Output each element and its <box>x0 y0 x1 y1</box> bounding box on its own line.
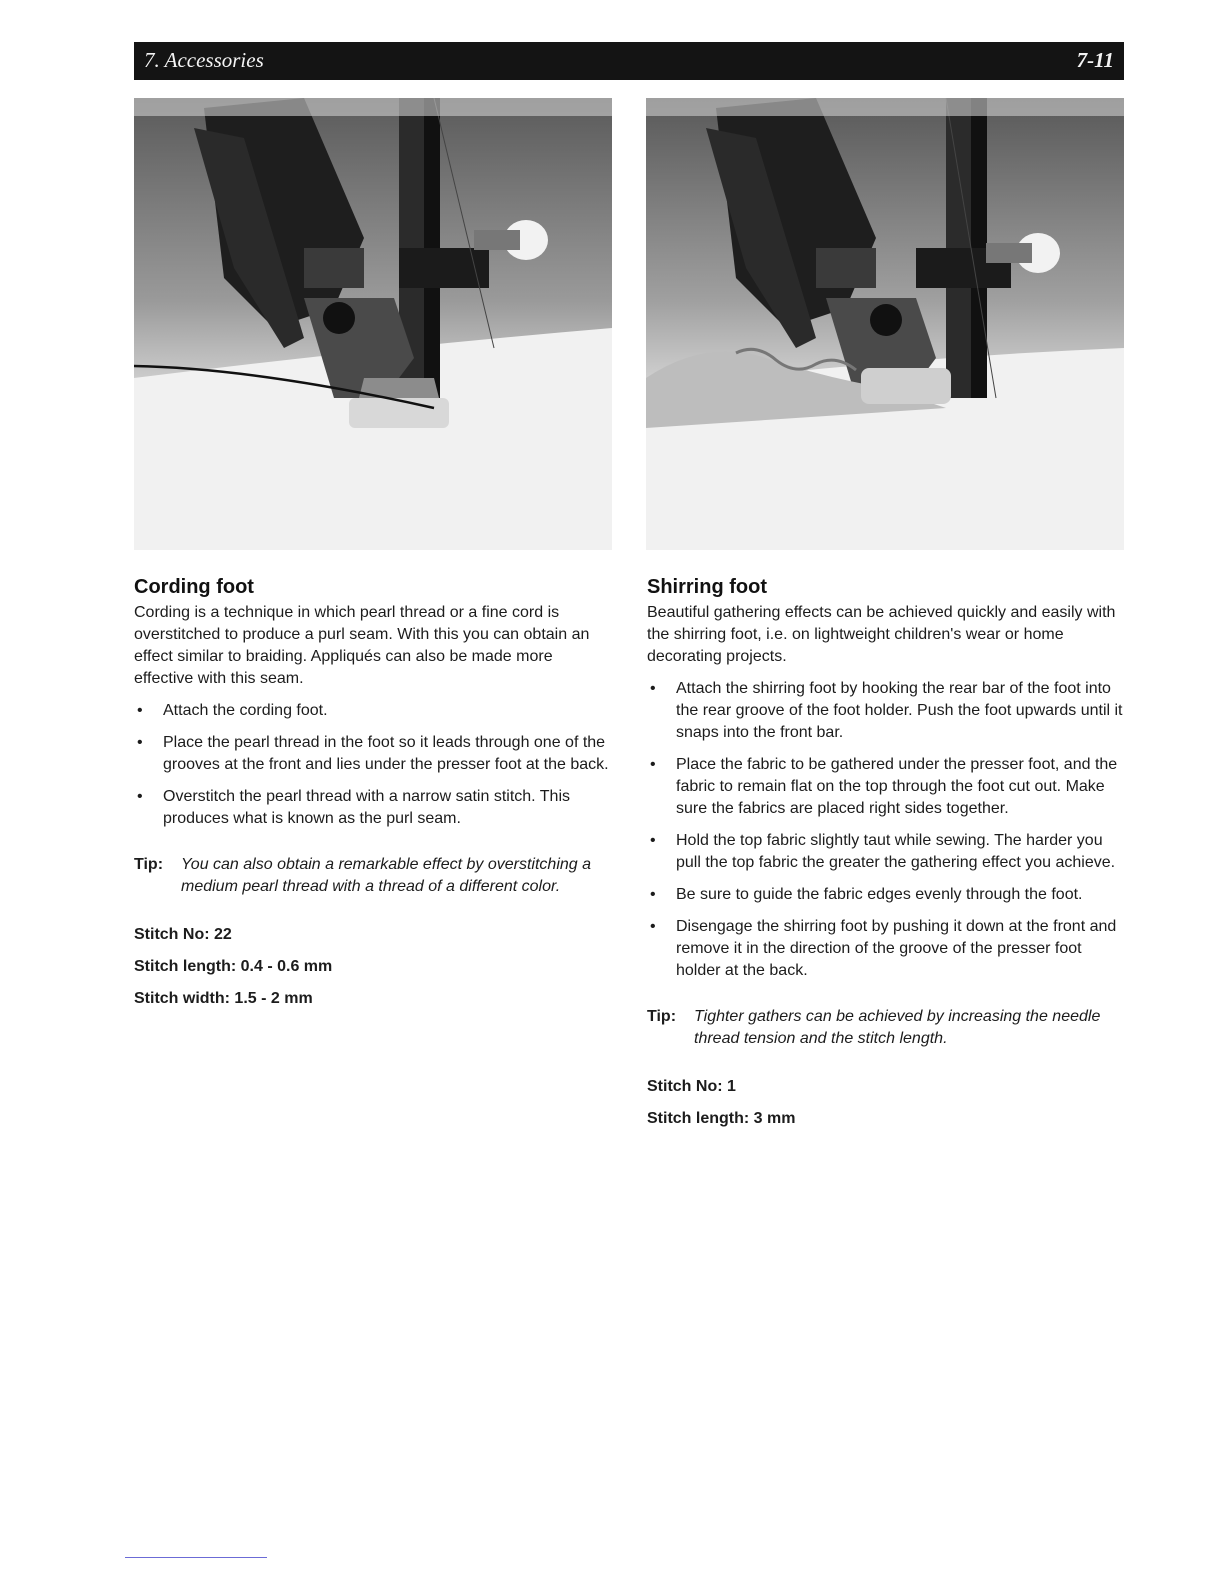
tip-label: Tip: <box>647 1008 677 1025</box>
bullet-dot: • <box>650 680 656 697</box>
cording-foot-heading: Cording foot <box>134 576 254 598</box>
list-item: • Disengage the shirring foot by pushing it down at the front and remove it in the direction of the groove of the presser foot holder at the back. <box>650 918 1117 979</box>
bullet-dot: • <box>650 832 656 849</box>
stitch-number: Stitch No: 22 <box>134 926 232 943</box>
bullet-dot: • <box>650 756 656 773</box>
shirring-foot-heading: Shirring foot <box>647 576 767 598</box>
list-item: • Be sure to guide the fabric edges evenly through the foot. <box>647 884 1125 906</box>
bullet-dot: • <box>650 886 656 903</box>
bullet-dot: • <box>137 702 143 719</box>
list-item: • Place the fabric to be gathered under the presser foot, and the fabric to remain flat on the top through the foot cut out. Make sure the fabrics are placed right sides together. <box>650 756 1118 817</box>
list-item: • Attach the cording foot. <box>134 700 612 722</box>
list-item: • Overstitch the pearl thread with a narrow satin stitch. This produces what is known as the purl seam. <box>137 788 570 827</box>
sewing-machine-shirring-foot-photo <box>646 98 1124 550</box>
bullet-dot: • <box>137 788 143 805</box>
shirring-foot-section <box>647 576 1125 1140</box>
stitch-length: Stitch length: 0.4 - 0.6 mm <box>134 958 333 975</box>
bullet-dot: • <box>137 734 143 751</box>
shirring-foot-settings <box>647 1076 1125 1130</box>
shirring-foot-intro: Beautiful gathering effects can be achieved quickly and easily with the shirring foot, i.e. on lightweight children's wear or home decorating projects. <box>647 604 1116 665</box>
stitch-width: Stitch width: 1.5 - 2 mm <box>134 990 313 1007</box>
cording-foot-steps <box>134 700 612 830</box>
footer-rule <box>125 1557 267 1558</box>
tip-text: You can also obtain a remarkable effect by overstitching a medium pearl thread with a thread of a different color. <box>181 856 592 895</box>
tip-label: Tip: <box>134 856 164 873</box>
shirring-foot-tip <box>647 1006 1125 1050</box>
tip-text: Tighter gathers can be achieved by increasing the needle thread tension and the stitch length. <box>694 1008 1101 1047</box>
shirring-foot-photo <box>646 98 1124 550</box>
cording-foot-intro: Cording is a technique in which pearl thread or a fine cord is overstitched to produce a purl seam. With this you can obtain an effect similar to braiding. Appliqués can also be made more effective with this seam. <box>134 604 590 687</box>
list-item: • Hold the top fabric slightly taut while sewing. The harder you pull the top fabric the greater the gathering effect you achieve. <box>650 832 1116 871</box>
sewing-machine-cording-foot-photo <box>134 98 612 550</box>
stitch-number: Stitch No: 1 <box>647 1078 736 1095</box>
page-number: 7-11 <box>1076 48 1114 72</box>
bullet-dot: • <box>650 918 656 935</box>
stitch-length: Stitch length: 3 mm <box>647 1110 796 1127</box>
section-header-bar <box>134 42 1124 80</box>
list-item: • Attach the shirring foot by hooking the rear bar of the foot into the rear groove of the foot holder. Push the foot upwards until it snaps into the front bar. <box>650 680 1123 741</box>
section-title: 7. Accessories <box>144 48 264 72</box>
cording-foot-section <box>134 576 612 1020</box>
list-item: • Place the pearl thread in the foot so it leads through one of the grooves at the front and lies under the presser foot at the back. <box>137 734 609 773</box>
shirring-foot-steps <box>647 678 1125 982</box>
cording-foot-photo <box>134 98 612 550</box>
cording-foot-tip <box>134 854 612 898</box>
cording-foot-settings <box>134 924 612 1010</box>
